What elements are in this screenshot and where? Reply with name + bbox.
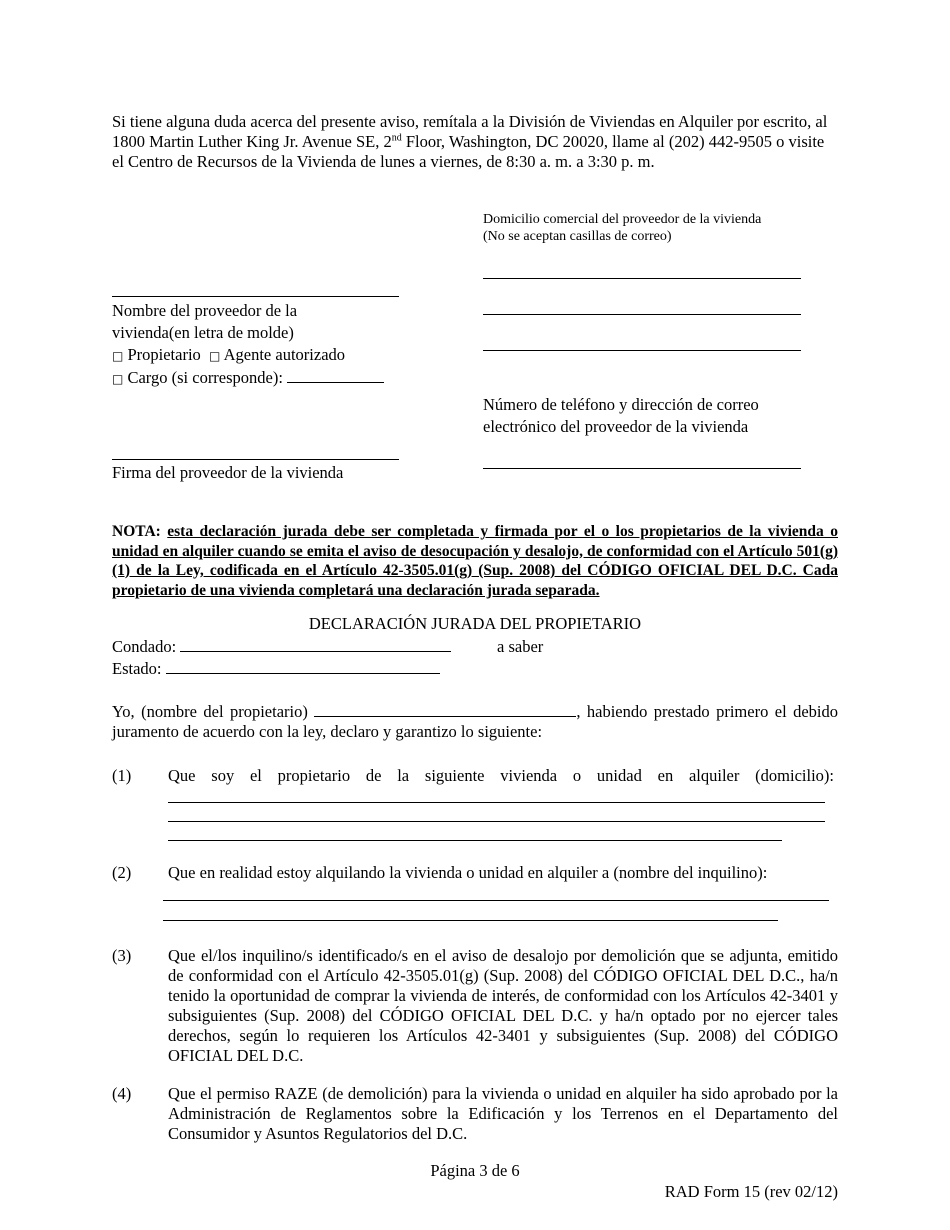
- item-1-text: Que soy el propietario de la siguiente vivienda o unidad en alquiler (domicilio):: [168, 766, 834, 785]
- form-identifier: RAD Form 15 (rev 02/12): [664, 1182, 838, 1201]
- item-2-line-2[interactable]: [163, 920, 778, 921]
- item-2-line-1[interactable]: [163, 900, 829, 901]
- item-1-number: (1): [112, 766, 132, 785]
- note-lead: NOTA:: [112, 523, 161, 540]
- agent-checkbox[interactable]: □: [209, 349, 221, 363]
- item-1-line-1[interactable]: [168, 802, 825, 803]
- page-number: Página 3 de 6: [430, 1161, 520, 1180]
- phone-email-line[interactable]: [483, 468, 801, 469]
- affidavit-title: DECLARACIÓN JURADA DEL PROPIETARIO: [308, 614, 642, 633]
- agent-option-label: Agente autorizado: [223, 345, 346, 364]
- owner-checkbox[interactable]: □: [112, 349, 124, 363]
- signature-label: Firma del proveedor de la vivienda: [112, 463, 344, 482]
- position-option-label: Cargo (si corresponde):: [127, 368, 283, 387]
- county-label: Condado:: [112, 637, 177, 656]
- item-2-text: Que en realidad estoy alquilando la vivienda o unidad en alquiler a (nombre del inquilino):: [168, 863, 768, 882]
- phone-email-label: Número de teléfono y dirección de correo electrónico del proveedor de la vivienda: [483, 395, 759, 436]
- state-row: [112, 659, 440, 679]
- item-3-text: Que el/los inquilino/s identificado/s en el aviso de desalojo por demolición que se adjunta, emitido de conformidad con el Artículo 42-3505.01(g) (Sup. 2008) del CÓDIGO OFICIAL DEL D.C., ha/n tenido la oportunidad de comprar la vivienda de interés, de conformidad con los Artículos 42-3401 y subsiguientes (Sup. 2008) del CÓDIGO OFICIAL DEL D.C. y ha/n optado por no ejercer tales derechos, según lo requieren los Artículos 42-3401 y subsiguientes (Sup. 2008) del CÓDIGO OFICIAL DEL D.C.: [168, 946, 838, 1065]
- item-1-line-2[interactable]: [168, 821, 825, 822]
- position-line[interactable]: [287, 368, 384, 383]
- county-row: [112, 637, 451, 657]
- state-label: Estado:: [112, 659, 162, 678]
- provider-name-line[interactable]: [112, 296, 399, 297]
- item-3-number: (3): [112, 946, 132, 965]
- item-4-text: Que el permiso RAZE (de demolición) para la vivienda o unidad en alquiler ha sido aprobado por la Administración de Reglamentos sobre la Edificación y los Terrenos en el Departamento del Consumidor y Asuntos Regulatorios del D.C.: [168, 1084, 838, 1143]
- item-1-line-3[interactable]: [168, 840, 782, 841]
- note-paragraph: [112, 522, 838, 600]
- business-address-line-2[interactable]: [483, 314, 801, 315]
- business-address-line-1[interactable]: [483, 278, 801, 279]
- position-checkbox[interactable]: □: [112, 372, 124, 386]
- to-wit-label: a saber: [497, 637, 544, 656]
- item-4-number: (4): [112, 1084, 132, 1103]
- item-2-number: (2): [112, 863, 132, 882]
- business-address-label: Domicilio comercial del proveedor de la vivienda (No se aceptan casillas de correo): [483, 212, 762, 244]
- owner-option-label: Propietario: [127, 345, 201, 364]
- ordinal-superscript: nd: [391, 132, 402, 144]
- oath-paragraph: Yo, (nombre del propietario) , habiendo prestado primero el debido juramento de acuerdo con la ley, declaro y garantizo lo siguiente:: [112, 702, 839, 741]
- note-body: esta declaración jurada debe ser completada y firmada por el o los propietarios de la vivienda o unidad en alquiler cuando se emita el aviso de desocupación y desalojo, de conformidad con el Artículo 501(g)(1) de la Ley, codificada en el Artículo 42-3505.01(g) (Sup. 2008) del CÓDIGO OFICIAL DEL D.C. Cada propietario de una vivienda completará una declaración jurada separada.: [112, 523, 838, 599]
- state-input-line[interactable]: [166, 659, 440, 674]
- signature-line[interactable]: [112, 459, 399, 460]
- owner-name-line[interactable]: [314, 702, 576, 717]
- county-input-line[interactable]: [180, 637, 451, 652]
- provider-name-label: Nombre del proveedor de la vivienda(en letra de molde) □ Propietario □ Agente autorizado □ Cargo (si corresponde):: [112, 301, 412, 389]
- intro-paragraph: Si tiene alguna duda acerca del presente aviso, remítala a la División de Viviendas en Alquiler por escrito, al 1800 Martin Luther King Jr. Avenue SE, 2nd Floor, Washington, DC 20020, llame al (202) 442-9505 o visite el Centro de Recursos de la Vivienda de lunes a viernes, de 8:30 a. m. a 3:30 p. m.: [112, 112, 828, 171]
- business-address-line-3[interactable]: [483, 350, 801, 351]
